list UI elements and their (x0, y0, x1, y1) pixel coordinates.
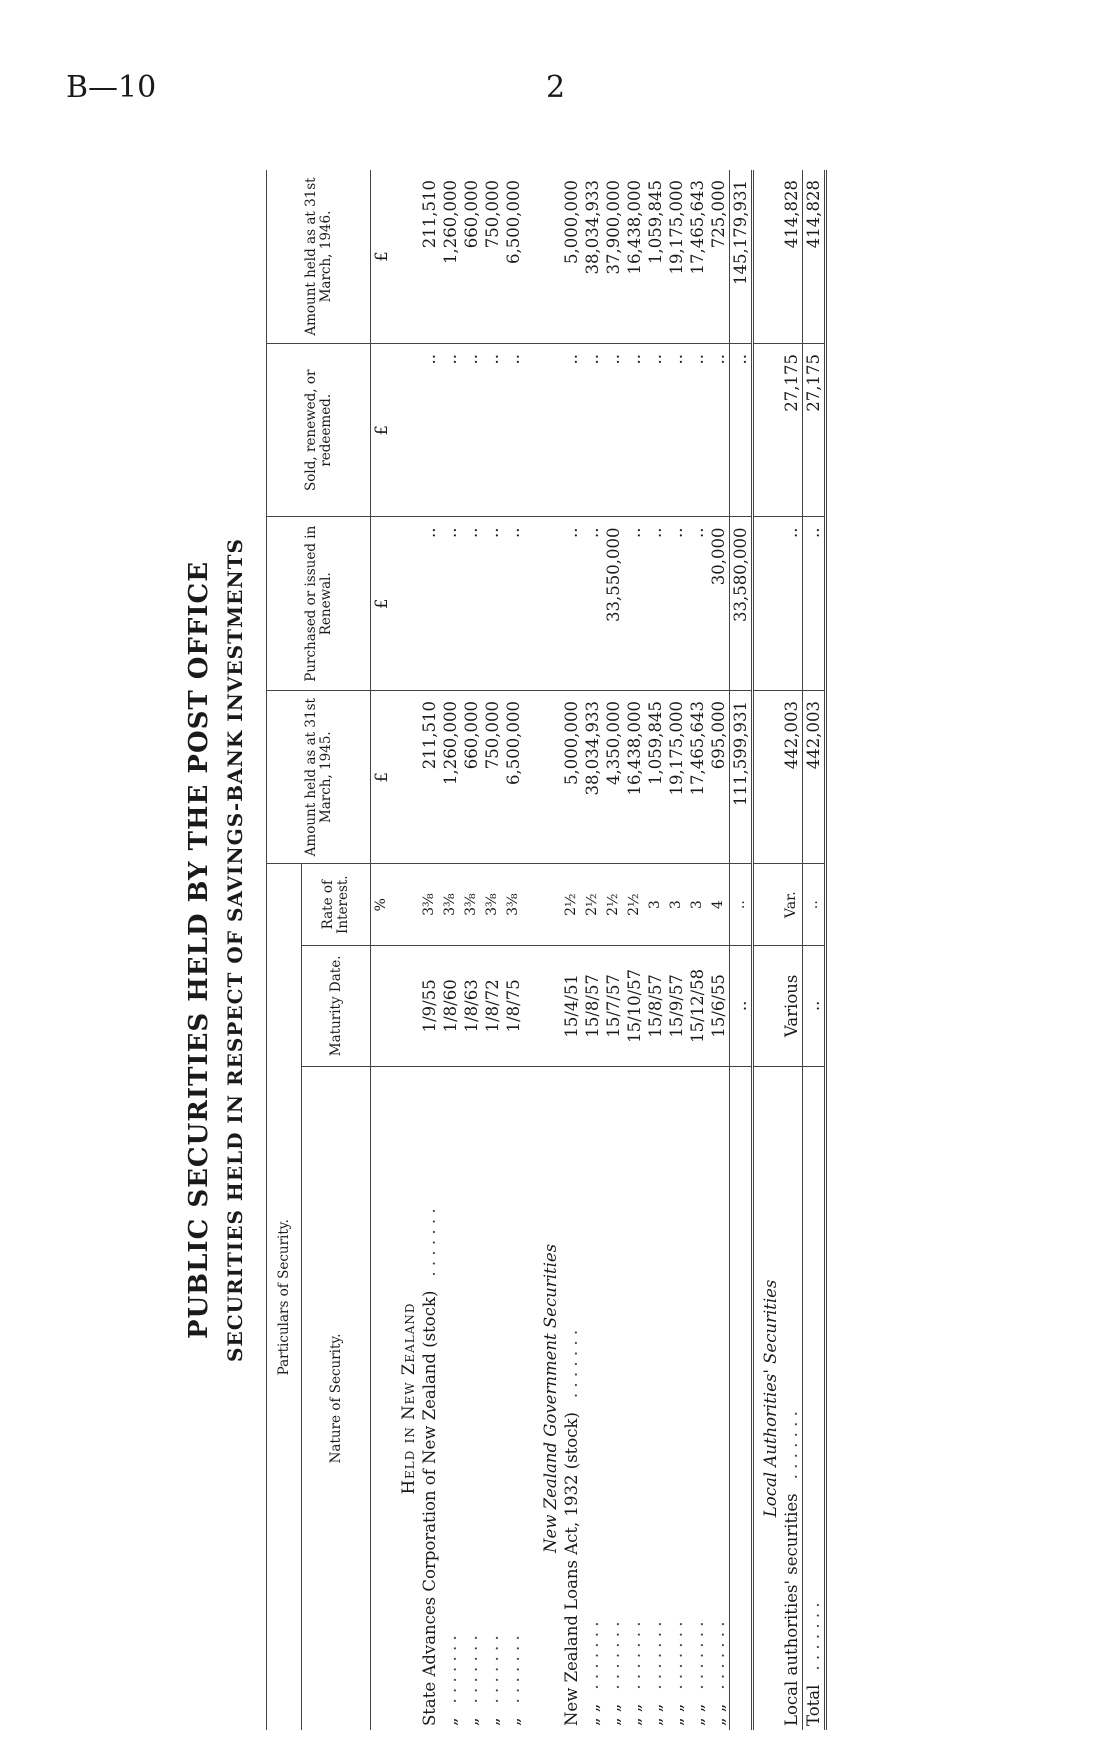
amount-1946: 16,438,000 (624, 170, 645, 344)
sold-amount: .. (582, 344, 603, 517)
purchased-amount: 33,550,000 (603, 517, 624, 690)
security-nature (708, 1066, 730, 1730)
empty-cell (534, 344, 561, 517)
header-rate: Rate of Interest. (302, 864, 371, 945)
table-row (482, 170, 503, 1730)
security-nature (781, 1066, 803, 1730)
maturity-date: 15/12/58 (687, 945, 708, 1066)
empty-cell (534, 945, 561, 1066)
table-row (561, 170, 582, 1730)
unit-percent: % (371, 864, 393, 945)
purchased-amount: 30,000 (708, 517, 730, 690)
section-heading: Local Authorities' Securities (761, 1279, 780, 1518)
table-row (419, 170, 440, 1730)
purchased-amount: 33,580,000 (730, 517, 753, 690)
table-row (503, 170, 524, 1730)
dot-leader: . . . . . . . (583, 1621, 602, 1690)
dot-leader: . . . . . . . (604, 1621, 623, 1690)
amount-1946: 660,000 (461, 170, 482, 344)
header-particulars: Particulars of Security. (267, 864, 302, 1730)
security-nature (561, 1066, 582, 1730)
maturity-date: 15/7/57 (603, 945, 624, 1066)
maturity-date: .. (730, 945, 753, 1066)
empty-cell (534, 517, 561, 690)
table-row (624, 170, 645, 1730)
interest-rate: 2½ (624, 864, 645, 945)
sold-amount: .. (603, 344, 624, 517)
nature-label: „ „ (688, 1703, 707, 1726)
page-title: PUBLIC SECURITIES HELD BY THE POST OFFICE (184, 560, 214, 1340)
nature-label: „ (441, 1717, 460, 1726)
securities-table (266, 170, 827, 1730)
sold-amount: .. (666, 344, 687, 517)
units-row (371, 170, 393, 1730)
unit-pound: £ (371, 517, 393, 690)
amount-1945: 442,003 (781, 690, 803, 863)
maturity-date: 15/9/57 (666, 945, 687, 1066)
purchased-amount: .. (482, 517, 503, 690)
header-maturity: Maturity Date. (302, 945, 371, 1066)
section-heading: New Zealand Government Securities (541, 1243, 560, 1553)
amount-1946: 750,000 (482, 170, 503, 344)
amount-1945: 695,000 (708, 690, 730, 863)
empty-cell (534, 170, 561, 344)
purchased-amount: .. (461, 517, 482, 690)
purchased-amount: .. (582, 517, 603, 690)
security-nature (803, 1066, 826, 1730)
amount-1945: 442,003 (803, 690, 826, 863)
table-body (371, 170, 826, 1730)
nature-label: State Advances Corporation of New Zealand (stock) (420, 1290, 439, 1726)
amount-1946: 17,465,643 (687, 170, 708, 344)
purchased-amount: .. (503, 517, 524, 690)
interest-rate: 3 (687, 864, 708, 945)
dot-leader: . . . . . . . (804, 1602, 823, 1671)
maturity-date: Various (781, 945, 803, 1066)
dot-leader: . . . . . . . (441, 1635, 460, 1704)
security-nature (503, 1066, 524, 1730)
nature-label: „ (483, 1717, 502, 1726)
dot-leader: . . . . . . . (625, 1621, 644, 1690)
table-row (687, 170, 708, 1730)
amount-1945: 5,000,000 (561, 690, 582, 863)
security-nature (645, 1066, 666, 1730)
maturity-date: 15/10/57 (624, 945, 645, 1066)
nature-label: „ (504, 1717, 523, 1726)
table-row (666, 170, 687, 1730)
subtotal-row (730, 170, 753, 1730)
nature-label: Total (804, 1684, 823, 1726)
sold-amount: .. (461, 344, 482, 517)
dot-leader: . . . . . . . (504, 1635, 523, 1704)
amount-1946: 725,000 (708, 170, 730, 344)
nature-label: „ „ (583, 1703, 602, 1726)
empty-cell (524, 690, 534, 863)
interest-rate: 3⅜ (482, 864, 503, 945)
amount-1945: 211,510 (419, 690, 440, 863)
table-row (582, 170, 603, 1730)
dot-leader: . . . . . . . (782, 1411, 801, 1480)
header-nature: Nature of Security. (302, 1066, 371, 1730)
amount-1946: 211,510 (419, 170, 440, 344)
security-nature (419, 1066, 440, 1730)
nature-label: „ „ (646, 1703, 665, 1726)
maturity-date: .. (803, 945, 826, 1066)
empty-cell (534, 864, 561, 945)
table-row (603, 170, 624, 1730)
maturity-date: 15/6/55 (708, 945, 730, 1066)
total-row (803, 170, 826, 1730)
empty-cell (753, 170, 782, 344)
amount-1945: 6,500,000 (503, 690, 524, 863)
dot-leader: . . . . . . . (462, 1635, 481, 1704)
section-row-gov (534, 170, 561, 1730)
sold-amount: .. (482, 344, 503, 517)
amount-1945: 4,350,000 (603, 690, 624, 863)
dot-leader: . . . . . . . (562, 1329, 581, 1399)
interest-rate: 3⅜ (461, 864, 482, 945)
security-nature (440, 1066, 461, 1730)
interest-rate: Var. (781, 864, 803, 945)
purchased-amount: .. (803, 517, 826, 690)
interest-rate: 2½ (561, 864, 582, 945)
amount-1945: 660,000 (461, 690, 482, 863)
maturity-date: 1/8/72 (482, 945, 503, 1066)
interest-rate: 2½ (603, 864, 624, 945)
amount-1946: 6,500,000 (503, 170, 524, 344)
interest-rate: 3⅜ (503, 864, 524, 945)
security-nature (603, 1066, 624, 1730)
purchased-amount: .. (561, 517, 582, 690)
rotated-table-block (180, 170, 920, 1730)
dot-leader: . . . . . . . (709, 1621, 728, 1690)
sold-amount: .. (419, 344, 440, 517)
section-row-nz (392, 170, 419, 1730)
nature-label: „ „ (625, 1703, 644, 1726)
amount-1946: 1,260,000 (440, 170, 461, 344)
nature-label: „ (462, 1717, 481, 1726)
interest-rate: 3 (645, 864, 666, 945)
empty-cell (524, 1066, 534, 1730)
dot-leader: . . . . . . . (646, 1621, 665, 1690)
purchased-amount: .. (419, 517, 440, 690)
amount-1946: 414,828 (781, 170, 803, 344)
sold-amount: .. (624, 344, 645, 517)
spacer-row (524, 170, 534, 1730)
header-purchased: Purchased or issued in Renewal. (267, 517, 371, 690)
purchased-amount: .. (624, 517, 645, 690)
table-row (461, 170, 482, 1730)
dot-leader: . . . . . . . (420, 1208, 439, 1277)
security-nature (582, 1066, 603, 1730)
interest-rate: 3⅜ (440, 864, 461, 945)
purchased-amount: .. (440, 517, 461, 690)
sold-amount: 27,175 (803, 344, 826, 517)
amount-1945: 19,175,000 (666, 690, 687, 863)
amount-1946: 19,175,000 (666, 170, 687, 344)
interest-rate: 2½ (582, 864, 603, 945)
empty-cell (753, 517, 782, 690)
empty-cell (524, 344, 534, 517)
sold-amount: .. (730, 344, 753, 517)
empty-cell (534, 690, 561, 863)
amount-1946: 1,059,845 (645, 170, 666, 344)
nature-label: „ „ (667, 1703, 686, 1726)
table-row (781, 170, 803, 1730)
header-sold: Sold, renewed, or redeemed. (267, 344, 371, 517)
purchased-amount: .. (781, 517, 803, 690)
nature-label: „ „ (709, 1703, 728, 1726)
section-row-local (753, 170, 782, 1730)
table-row (645, 170, 666, 1730)
interest-rate: .. (730, 864, 753, 945)
maturity-date: 1/8/75 (503, 945, 524, 1066)
purchased-amount: .. (645, 517, 666, 690)
amount-1945: 16,438,000 (624, 690, 645, 863)
amount-1946: 145,179,931 (730, 170, 753, 344)
empty-cell (524, 517, 534, 690)
amount-1945: 17,465,643 (687, 690, 708, 863)
amount-1946: 5,000,000 (561, 170, 582, 344)
empty-cell (524, 170, 534, 344)
sold-amount: .. (561, 344, 582, 517)
sold-amount: .. (708, 344, 730, 517)
table-row (708, 170, 730, 1730)
amount-1945: 750,000 (482, 690, 503, 863)
maturity-date: 1/8/60 (440, 945, 461, 1066)
amount-1945: 111,599,931 (730, 690, 753, 863)
security-nature (461, 1066, 482, 1730)
empty-cell (753, 344, 782, 517)
unit-pound: £ (371, 170, 393, 344)
amount-1945: 1,260,000 (440, 690, 461, 863)
empty-cell (753, 690, 782, 863)
dot-leader: . . . . . . . (688, 1621, 707, 1690)
amount-1946: 414,828 (803, 170, 826, 344)
empty-cell (753, 864, 782, 945)
nature-label: Local authorities' securities (782, 1493, 801, 1726)
maturity-date: 1/9/55 (419, 945, 440, 1066)
empty-cell (753, 945, 782, 1066)
dot-leader: . . . . . . . (483, 1635, 502, 1704)
sold-amount: .. (440, 344, 461, 517)
empty-cell (524, 945, 534, 1066)
maturity-date: 1/8/63 (461, 945, 482, 1066)
maturity-date: 15/4/51 (561, 945, 582, 1066)
header-amount-1945: Amount held as at 31st March, 1945. (267, 690, 371, 863)
amount-1946: 37,900,000 (603, 170, 624, 344)
interest-rate: 3 (666, 864, 687, 945)
section-heading: Held in New Zealand (399, 1302, 418, 1495)
security-nature (687, 1066, 708, 1730)
page-subtitle: SECURITIES HELD IN RESPECT OF SAVINGS-BANK INVESTMENTS (223, 538, 247, 1362)
amount-1945: 38,034,933 (582, 690, 603, 863)
nature-label: „ „ (604, 1703, 623, 1726)
amount-1945: 1,059,845 (645, 690, 666, 863)
nature-label: New Zealand Loans Act, 1932 (stock) (562, 1412, 581, 1726)
unit-pound: £ (371, 690, 393, 863)
table-row (440, 170, 461, 1730)
sold-amount: .. (503, 344, 524, 517)
sold-amount: .. (687, 344, 708, 517)
security-nature (666, 1066, 687, 1730)
interest-rate: 4 (708, 864, 730, 945)
sold-amount: .. (645, 344, 666, 517)
security-nature (482, 1066, 503, 1730)
sold-amount: 27,175 (781, 344, 803, 517)
amount-1946: 38,034,933 (582, 170, 603, 344)
unit-pound: £ (371, 344, 393, 517)
interest-rate: 3⅜ (419, 864, 440, 945)
interest-rate: .. (803, 864, 826, 945)
header-amount-1946: Amount held as at 31st March, 1946. (267, 170, 371, 344)
security-nature (730, 1066, 753, 1730)
maturity-date: 15/8/57 (582, 945, 603, 1066)
purchased-amount: .. (666, 517, 687, 690)
security-nature (624, 1066, 645, 1730)
page-number: 2 (546, 70, 566, 105)
empty-cell (524, 864, 534, 945)
purchased-amount: .. (687, 517, 708, 690)
maturity-date: 15/8/57 (645, 945, 666, 1066)
page-reference: B—10 (66, 70, 157, 105)
dot-leader: . . . . . . . (667, 1621, 686, 1690)
